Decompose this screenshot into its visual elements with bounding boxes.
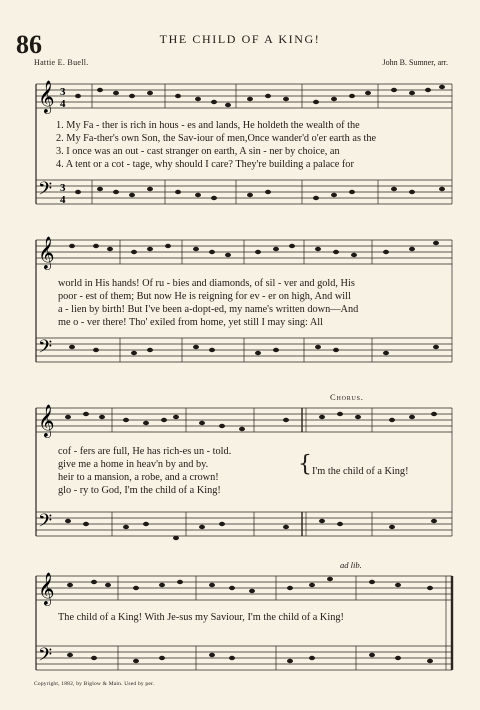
svg-text:𝄞: 𝄞 [38, 236, 55, 269]
lyric-line: The child of a King! With Je-sus my Saviour, I'm the child of a King! [58, 612, 344, 623]
svg-text:𝄞: 𝄞 [38, 80, 55, 113]
lyric-line: me o - ver there! Tho' exiled from home, yet still I may sing: All [58, 317, 324, 328]
svg-text:4: 4 [60, 194, 66, 206]
lyric-line: give me a home in heav'n by and by. [58, 459, 209, 470]
composer-credit: John B. Sumner, arr. [382, 58, 448, 67]
lyric-line: 2. My Fa-ther's own Son, the Sav-iour of men,Once wander'd o'er earth as the [56, 133, 377, 144]
svg-text:𝄞: 𝄞 [38, 572, 55, 605]
svg-text:𝄢: 𝄢 [38, 645, 53, 670]
lyric-line: 4. A tent or a cot - tage, why should I care? They're building a palace for [56, 159, 354, 170]
svg-text:𝄢: 𝄢 [38, 179, 53, 204]
svg-text:𝄞: 𝄞 [38, 404, 55, 437]
hymn-title: THE CHILD OF A KING! [159, 32, 321, 46]
brace-icon: { [298, 452, 312, 477]
svg-text:𝄢: 𝄢 [38, 337, 53, 362]
lyric-line: glo - ry to God, I'm the child of a King! [58, 485, 221, 496]
author-credit: Hattie E. Buell. [34, 58, 89, 67]
chorus-label: Chorus. [330, 392, 364, 402]
svg-text:3: 3 [60, 182, 66, 194]
lyric-line: poor - est of them; But now He is reigning for ev - er on high, And will [58, 291, 351, 302]
svg-text:𝄢: 𝄢 [38, 511, 53, 536]
lyric-line: 1. My Fa - ther is rich in hous - es and lands, He holdeth the wealth of the [56, 120, 360, 131]
lyric-line: world in His hands! Of ru - bies and diamonds, of sil - ver and gold, His [58, 278, 355, 289]
lyric-line: cof - fers are full, He has rich-es un - told. [58, 446, 232, 457]
svg-text:3: 3 [60, 86, 66, 98]
lyric-line: a - lien by birth! But I've been a-dopt-ed, my name's written down—And [58, 304, 359, 315]
chorus-refrain-line: I'm the child of a King! [312, 466, 409, 477]
copyright-notice: Copyright, 1882, by Biglow & Main. Used by per. [34, 681, 155, 687]
lyric-line: heir to a mansion, a robe, and a crown! [58, 472, 219, 483]
lyric-line: 3. I once was an out - cast stranger on earth, A sin - ner by choice, an [56, 146, 340, 157]
ad-lib-marking: ad lib. [340, 560, 362, 570]
system-1-notation [0, 70, 480, 220]
svg-text:4: 4 [60, 98, 66, 110]
hymn-number: 86 [16, 30, 42, 59]
